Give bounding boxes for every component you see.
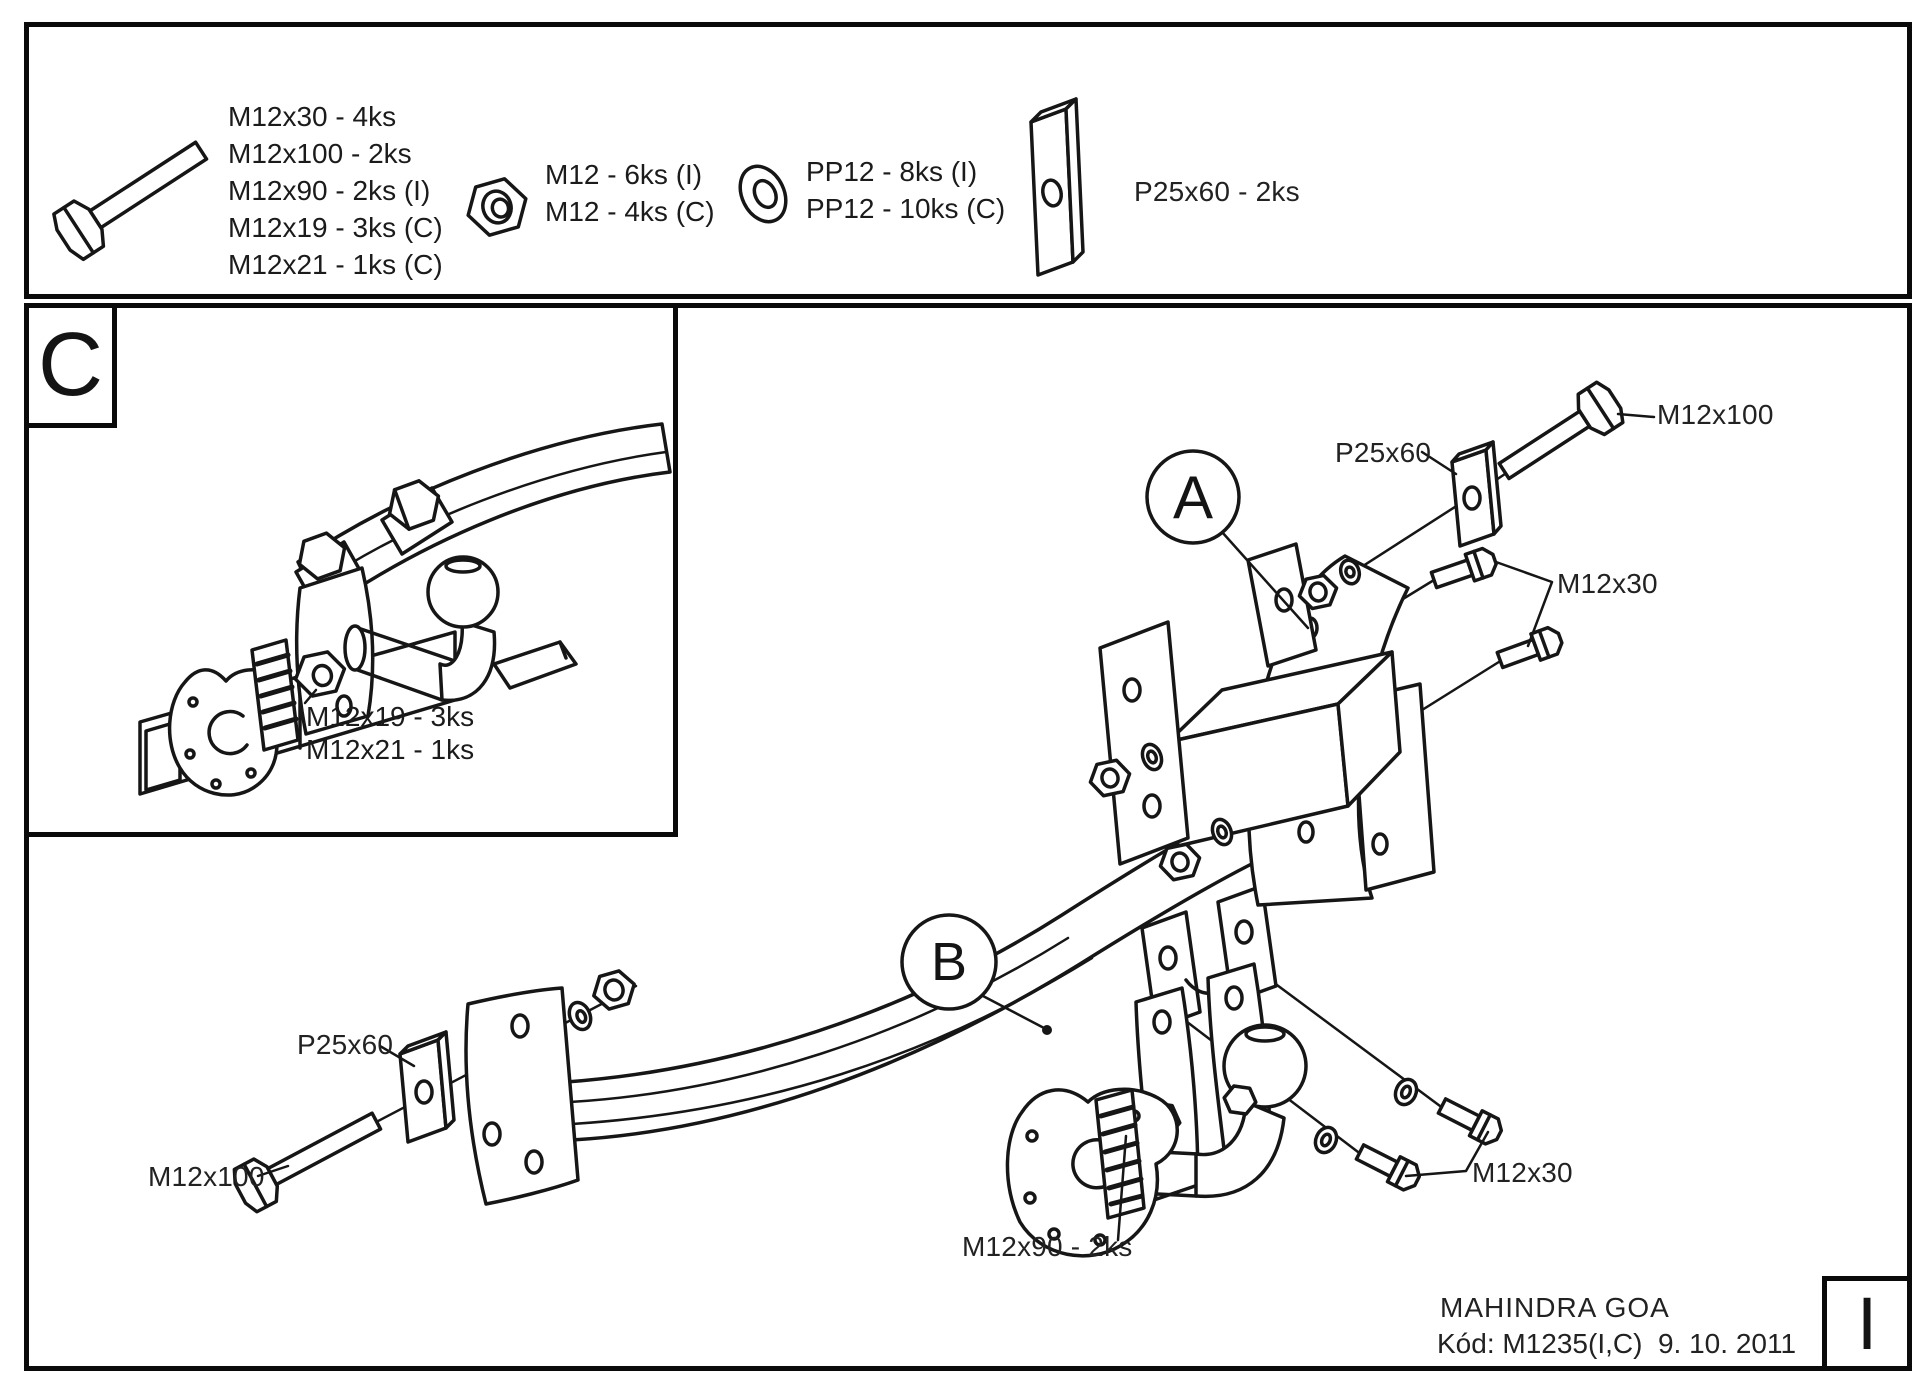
nut-spec-list [545, 156, 715, 230]
bolt-spec-line: M12x19 - 3ks (C) [228, 212, 443, 243]
label-m12x90-bottom: M12x90 - 2ks [962, 1231, 1133, 1262]
washer-spec-line: PP12 - 8ks (I) [806, 156, 978, 187]
label-m12x30-right: M12x30 [1557, 568, 1658, 599]
label-m12x100-top: M12x100 [1657, 399, 1774, 430]
label-p25x60-top: P25x60 [1335, 437, 1432, 468]
bolt-spec-line: M12x30 - 4ks [228, 101, 397, 132]
washer-spec-list [806, 153, 1005, 227]
bolt-spec-line: M12x100 - 2ks [228, 138, 412, 169]
code-date-line: Kód: M1235(I,C) 9. 10. 2011 [1437, 1328, 1797, 1359]
label-p25x60-left: P25x60 [297, 1029, 394, 1060]
spacer-plate-icon [1031, 99, 1083, 275]
inset-c-letter: C [38, 315, 103, 415]
callout-b-letter: B [930, 932, 968, 992]
inset-note-line: M12x21 - 1ks [306, 734, 475, 765]
inset-note-line: M12x19 - 3ks [306, 701, 475, 732]
label-m12x30-bottom: M12x30 [1472, 1157, 1573, 1188]
label-m12x100-left: M12x100 [148, 1161, 265, 1192]
washer-icon [731, 159, 794, 230]
bolt-spec-line: M12x21 - 1ks (C) [228, 249, 443, 280]
bolt-spec-line: M12x90 - 2ks (I) [228, 175, 431, 206]
nut-spec-line: M12 - 6ks (I) [545, 159, 703, 190]
inset-note [306, 700, 474, 766]
nut-icon [461, 175, 532, 240]
nut-spec-line: M12 - 4ks (C) [545, 196, 715, 227]
vehicle-title: MAHINDRA GOA [1440, 1292, 1670, 1323]
plate-spec-label: P25x60 - 2ks [1134, 176, 1300, 207]
bolt-icon [49, 128, 216, 263]
bolt-spec-list [228, 98, 443, 283]
sheet-letter: I [1856, 1282, 1878, 1365]
washer-spec-line: PP12 - 10ks (C) [806, 193, 1006, 224]
callout-a-letter: A [1172, 463, 1214, 531]
